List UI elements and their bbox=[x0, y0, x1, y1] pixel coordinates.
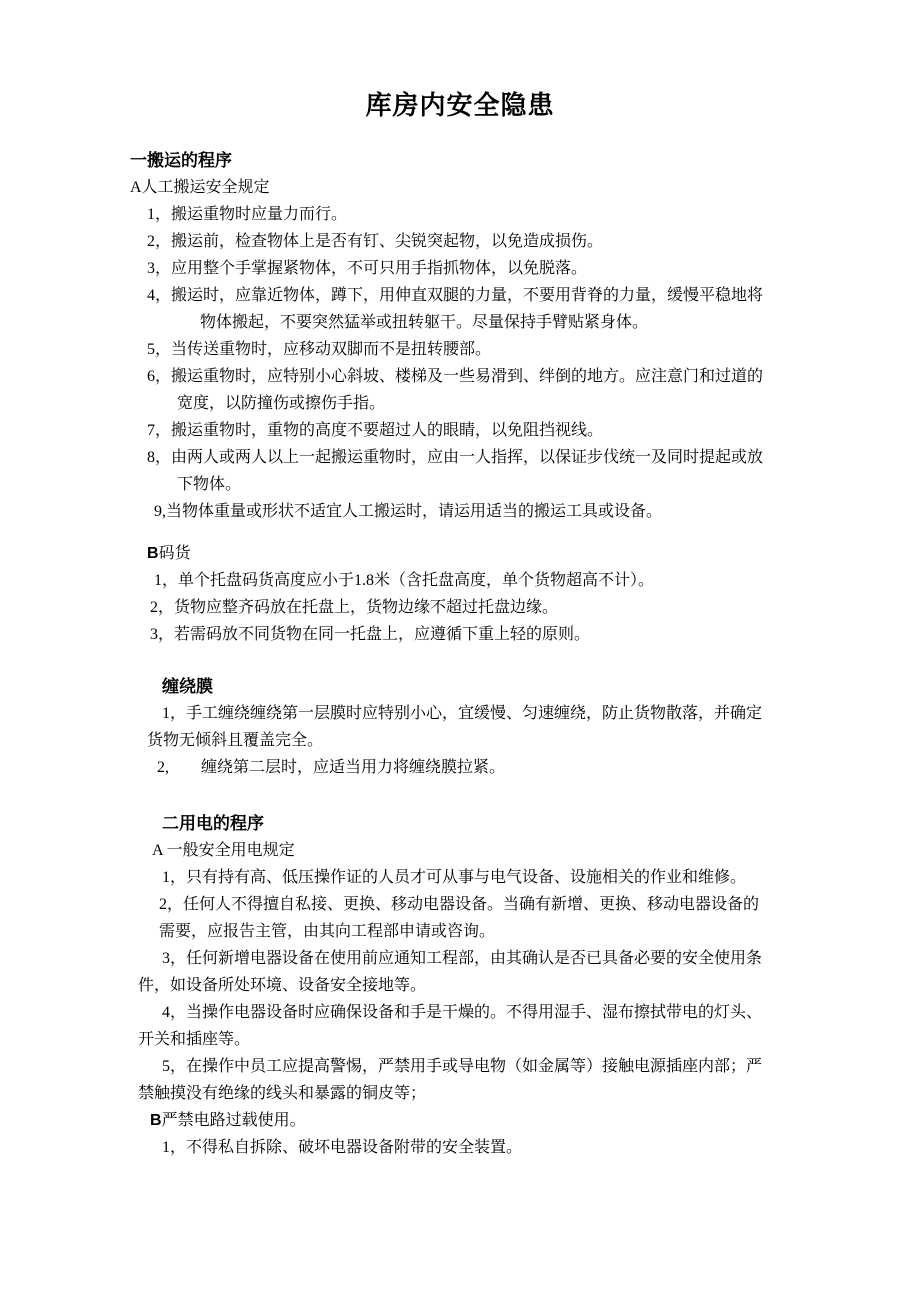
list-item bbox=[0, 621, 920, 648]
line-text: 1，单个托盘码货高度应小于1.8米（含托盘高度，单个货物超高不计）。 bbox=[154, 572, 655, 589]
list-item-continuation bbox=[0, 1026, 920, 1053]
list-item-continuation bbox=[0, 471, 920, 498]
bold-prefix-letter: B bbox=[150, 1112, 162, 1129]
document-body bbox=[0, 147, 920, 1161]
list-item bbox=[0, 1053, 920, 1080]
bold-prefix-letter: B bbox=[147, 545, 159, 562]
list-item-continuation bbox=[0, 918, 920, 945]
line-text: 1，不得私自拆除、破坏电器设备附带的安全装置。 bbox=[162, 1139, 523, 1156]
subsection-label-general bbox=[0, 837, 920, 864]
list-item bbox=[0, 444, 920, 471]
line-text: 4，搬运时，应靠近物体，蹲下，用伸直双腿的力量，不要用背脊的力量，缓慢平稳地将 bbox=[147, 287, 764, 304]
list-item bbox=[0, 700, 920, 727]
list-item-continuation bbox=[0, 972, 920, 999]
list-item bbox=[0, 999, 920, 1026]
line-text: 9,当物体重量或形状不适宜人工搬运时，请运用适当的搬运工具或设备。 bbox=[154, 503, 663, 520]
list-item bbox=[0, 228, 920, 255]
line-text: 禁触摸没有绝缘的线头和暴露的铜皮等； bbox=[138, 1085, 427, 1102]
subsection-label-manual bbox=[0, 174, 920, 201]
list-item-continuation bbox=[0, 309, 920, 336]
list-item bbox=[0, 336, 920, 363]
line-text: 货物无倾斜且覆盖完全。 bbox=[147, 732, 324, 749]
line-text: 下物体。 bbox=[177, 476, 242, 493]
list-item bbox=[0, 498, 920, 525]
line-text: 件，如设备所处环境、设备安全接地等。 bbox=[138, 977, 427, 994]
line-text: 5，在操作中员工应提高警惕，严禁用手或导电物（如金属等）接触电源插座内部；严 bbox=[162, 1058, 763, 1075]
line-text: 1，搬运重物时应量力而行。 bbox=[147, 206, 348, 223]
list-item bbox=[0, 864, 920, 891]
line-text: 8，由两人或两人以上一起搬运重物时，应由一人指挥，以保证步伐统一及同时提起或放 bbox=[147, 449, 764, 466]
list-item-continuation bbox=[0, 1080, 920, 1107]
list-item bbox=[0, 417, 920, 444]
line-text: 物体搬起，不要突然猛举或扭转躯干。尽量保持手臂贴紧身体。 bbox=[200, 314, 649, 331]
list-item bbox=[0, 363, 920, 390]
line-text: 3，应用整个手掌握紧物体，不可只用手指抓物体，以免脱落。 bbox=[147, 260, 588, 277]
line-text: 3，任何新增电器设备在使用前应通知工程部，由其确认是否已具备必要的安全使用条 bbox=[162, 950, 763, 967]
line-text: A人工搬运安全规定 bbox=[130, 179, 270, 196]
line-text: 1，手工缠绕缠绕第一层膜时应特别小心，宜缓慢、匀速缠绕，防止货物散落，并确定 bbox=[162, 705, 763, 722]
section-heading-wrapping bbox=[0, 673, 920, 700]
line-text: 7，搬运重物时，重物的高度不要超过人的眼睛，以免阻挡视线。 bbox=[147, 422, 604, 439]
line-text: 2, 缠绕第二层时，应适当用力将缠绕膜拉紧。 bbox=[157, 759, 506, 776]
line-text: 二用电的程序 bbox=[162, 814, 264, 833]
line-text: 3，若需码放不同货物在同一托盘上，应遵循下重上轻的原则。 bbox=[150, 626, 591, 643]
section-heading-electricity bbox=[0, 810, 920, 837]
list-item bbox=[0, 754, 920, 781]
line-text: 需要，应报告主管，由其向工程部申请或咨询。 bbox=[159, 923, 496, 940]
line-text: A 一般安全用电规定 bbox=[152, 842, 295, 859]
list-item bbox=[0, 945, 920, 972]
line-text: 开关和插座等。 bbox=[138, 1031, 251, 1048]
line-text: 6，搬运重物时，应特别小心斜坡、楼梯及一些易滑到、绊倒的地方。应注意门和过道的 bbox=[147, 368, 764, 385]
line-text: 1，只有持有高、低压操作证的人员才可从事与电气设备、设施相关的作业和维修。 bbox=[162, 869, 747, 886]
document-title: 库房内安全隐患 bbox=[365, 91, 555, 120]
list-item bbox=[0, 201, 920, 228]
line-text: 严禁电路过载使用。 bbox=[161, 1112, 306, 1129]
line-text: 5，当传送重物时，应移动双脚而不是扭转腰部。 bbox=[147, 341, 492, 358]
list-item bbox=[0, 891, 920, 918]
line-text: 2，搬运前，检查物体上是否有钉、尖锐突起物，以免造成损伤。 bbox=[147, 233, 604, 250]
line-text: 码货 bbox=[158, 545, 191, 562]
line-text: 2，任何人不得擅自私接、更换、移动电器设备。当确有新增、更换、移动电器设备的 bbox=[159, 896, 760, 913]
subsection-label-stacking bbox=[0, 540, 920, 567]
section-heading-moving bbox=[0, 147, 920, 174]
list-item-continuation bbox=[0, 727, 920, 754]
subsection-label-overload bbox=[0, 1107, 920, 1134]
line-text: 一搬运的程序 bbox=[130, 151, 232, 170]
list-item bbox=[0, 1134, 920, 1161]
line-text: 4，当操作电器设备时应确保设备和手是干燥的。不得用湿手、湿布擦拭带电的灯头、 bbox=[162, 1004, 763, 1021]
line-text: 2，货物应整齐码放在托盘上，货物边缘不超过托盘边缘。 bbox=[150, 599, 559, 616]
list-item bbox=[0, 255, 920, 282]
line-text: 宽度，以防撞伤或擦伤手指。 bbox=[177, 395, 386, 412]
list-item bbox=[0, 594, 920, 621]
line-text: 缠绕膜 bbox=[162, 677, 213, 696]
list-item bbox=[0, 282, 920, 309]
list-item bbox=[0, 567, 920, 594]
list-item-continuation bbox=[0, 390, 920, 417]
